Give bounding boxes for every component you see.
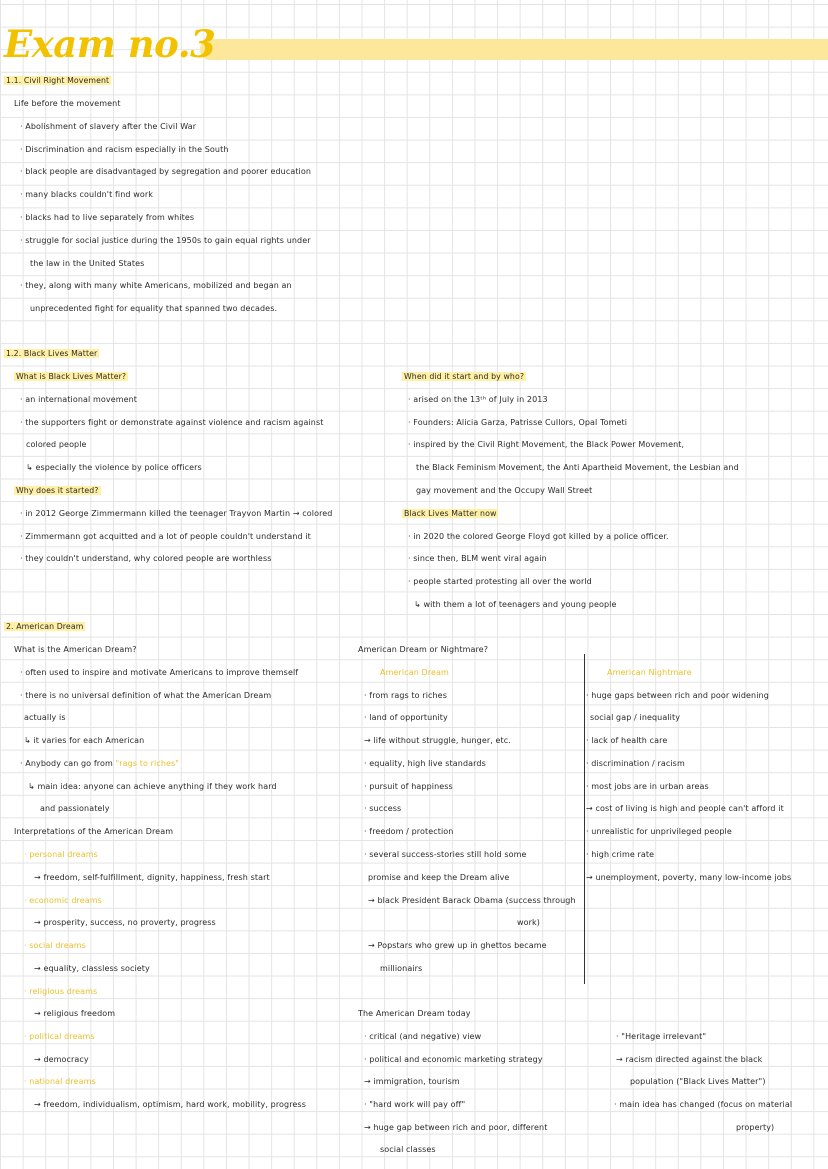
subheading-blm-now: Black Lives Matter now (404, 509, 497, 518)
list-item: · the supporters fight or demonstrate against violence and racism against (20, 418, 324, 427)
list-item: · in 2020 the colored George Floyd got killed by a police officer. (408, 532, 669, 541)
dream-desc: → religious freedom (34, 1009, 116, 1018)
list-item: · "Heritage irrelevant" (616, 1032, 707, 1041)
dream-type: · political dreams (24, 1032, 95, 1041)
list-item: work) (517, 918, 540, 927)
list-item: · "hard work will pay off" (364, 1100, 466, 1109)
list-item: millionairs (380, 964, 423, 973)
list-item: ↳ main idea: anyone can achieve anything if they work hard (28, 782, 277, 791)
list-item: · black people are disadvantaged by segregation and poorer education (20, 167, 312, 176)
list-item: population ("Black Lives Matter") (630, 1077, 766, 1086)
question-when-start: When did it start and by who? (404, 372, 525, 381)
list-item: · in 2012 George Zimmermann killed the teenager Trayvon Martin → colored (20, 509, 333, 518)
list-item-rags-to-riches: · Anybody can go from "rags to riches" (20, 759, 180, 768)
list-item: · high crime rate (586, 850, 655, 859)
list-item: · huge gaps between rich and poor widening (586, 691, 769, 700)
list-item: · success (364, 804, 402, 813)
list-item: property) (736, 1123, 775, 1132)
list-item: · discrimination / racism (586, 759, 685, 768)
list-item: · most jobs are in urban areas (586, 782, 709, 791)
list-item: · many blacks couldn't find work (20, 190, 153, 199)
list-item: unprecedented fight for equality that spanned two decades. (30, 304, 278, 313)
column-heading-nightmare: American Nightmare (607, 668, 692, 677)
list-item: · critical (and negative) view (364, 1032, 482, 1041)
section-heading-american-dream: 2. American Dream (6, 622, 84, 631)
list-item: · they, along with many white Americans, mobilized and began an (20, 281, 292, 290)
list-item: · freedom / protection (364, 827, 454, 836)
question-dream-or-nightmare: American Dream or Nightmare? (358, 645, 489, 654)
list-item: · inspired by the Civil Right Movement, the Black Power Movement, (408, 440, 685, 449)
list-item: · several success-stories still hold some (364, 850, 527, 859)
list-item: ↳ with them a lot of teenagers and young people (414, 600, 617, 609)
list-item: ↳ especially the violence by police officers (26, 463, 202, 472)
dream-type: · national dreams (24, 1077, 96, 1086)
section-heading-blm: 1.2. Black Lives Matter (6, 349, 98, 358)
list-item: → immigration, tourism (364, 1077, 460, 1086)
dream-desc: → democracy (34, 1055, 89, 1064)
list-item: · main idea has changed (focus on material (614, 1100, 793, 1109)
list-item: the Black Feminism Movement, the Anti Apartheid Movement, the Lesbian and (416, 463, 739, 472)
list-item: · arised on the 13ᵗʰ of July in 2013 (408, 395, 548, 404)
list-item: · Founders: Alicia Garza, Patrisse Cullors, Opal Tometi (408, 418, 628, 427)
list-item: promise and keep the Dream alive (368, 873, 510, 882)
list-item: · equality, high live standards (364, 759, 486, 768)
list-item: · lack of health care (586, 736, 668, 745)
list-item: · Zimmermann got acquitted and a lot of people couldn't understand it (20, 532, 311, 541)
list-item: social gap / inequality (590, 713, 681, 722)
list-item: → life without struggle, hunger, etc. (364, 736, 511, 745)
list-item: → unemployment, poverty, many low-income jobs (586, 873, 792, 882)
section-heading-civil-rights: 1.1. Civil Right Movement (6, 76, 110, 85)
list-item: · blacks had to live separately from whites (20, 213, 195, 222)
list-item: actually is (24, 713, 66, 722)
dream-type: · religious dreams (24, 987, 98, 996)
list-item: · land of opportunity (364, 713, 448, 722)
dream-type: · economic dreams (24, 896, 102, 905)
list-item: gay movement and the Occupy Wall Street (416, 486, 593, 495)
list-item: · from rags to riches (364, 691, 447, 700)
list-item: · often used to inspire and motivate Americans to improve themself (20, 668, 299, 677)
list-item: colored people (26, 440, 87, 449)
list-item: → cost of living is high and people can't afford it (586, 804, 784, 813)
list-item: · they couldn't understand, why colored people are worthless (20, 554, 272, 563)
list-item: and passionately (40, 804, 110, 813)
list-item: · Discrimination and racism especially in the South (20, 145, 229, 154)
list-item: the law in the United States (30, 259, 145, 268)
list-item: ↳ it varies for each American (24, 736, 145, 745)
dream-desc: → freedom, self-fulfillment, dignity, happiness, fresh start (34, 873, 270, 882)
subheading-interpretations: Interpretations of the American Dream (14, 827, 174, 836)
column-divider (584, 654, 585, 984)
question-what-is-blm: What is Black Lives Matter? (16, 372, 127, 381)
list-item: social classes (380, 1145, 436, 1154)
dream-type: · personal dreams (24, 850, 98, 859)
subheading-life-before: Life before the movement (14, 99, 121, 108)
title-highlight-bar (200, 39, 828, 60)
dream-desc: → prosperity, success, no proverty, progress (34, 918, 216, 927)
list-item: → racism directed against the black (616, 1055, 763, 1064)
list-item: · Abolishment of slavery after the Civil War (20, 122, 197, 131)
list-item: · pursuit of happiness (364, 782, 453, 791)
list-item: → black President Barack Obama (success through (368, 896, 576, 905)
list-item: · political and economic marketing strategy (364, 1055, 543, 1064)
question-what-is-dream: What is the American Dream? (14, 645, 137, 654)
list-item: → Popstars who grew up in ghettos became (368, 941, 547, 950)
column-heading-dream: American Dream (380, 668, 449, 677)
dream-desc: → equality, classless society (34, 964, 150, 973)
list-item: · people started protesting all over the world (408, 577, 592, 586)
list-item: → huge gap between rich and poor, different (364, 1123, 548, 1132)
question-why-started: Why does it started? (16, 486, 99, 495)
dream-type: · social dreams (24, 941, 86, 950)
dream-desc: → freedom, individualism, optimism, hard work, mobility, progress (34, 1100, 306, 1109)
page-title: Exam no.3 (4, 22, 216, 66)
list-item: · since then, BLM went viral again (408, 554, 547, 563)
list-item: · there is no universal definition of what the American Dream (20, 691, 272, 700)
subheading-dream-today: The American Dream today (358, 1009, 471, 1018)
list-item: · an international movement (20, 395, 138, 404)
list-item: · unrealistic for unprivileged people (586, 827, 732, 836)
list-item: · struggle for social justice during the 1950s to gain equal rights under (20, 236, 311, 245)
